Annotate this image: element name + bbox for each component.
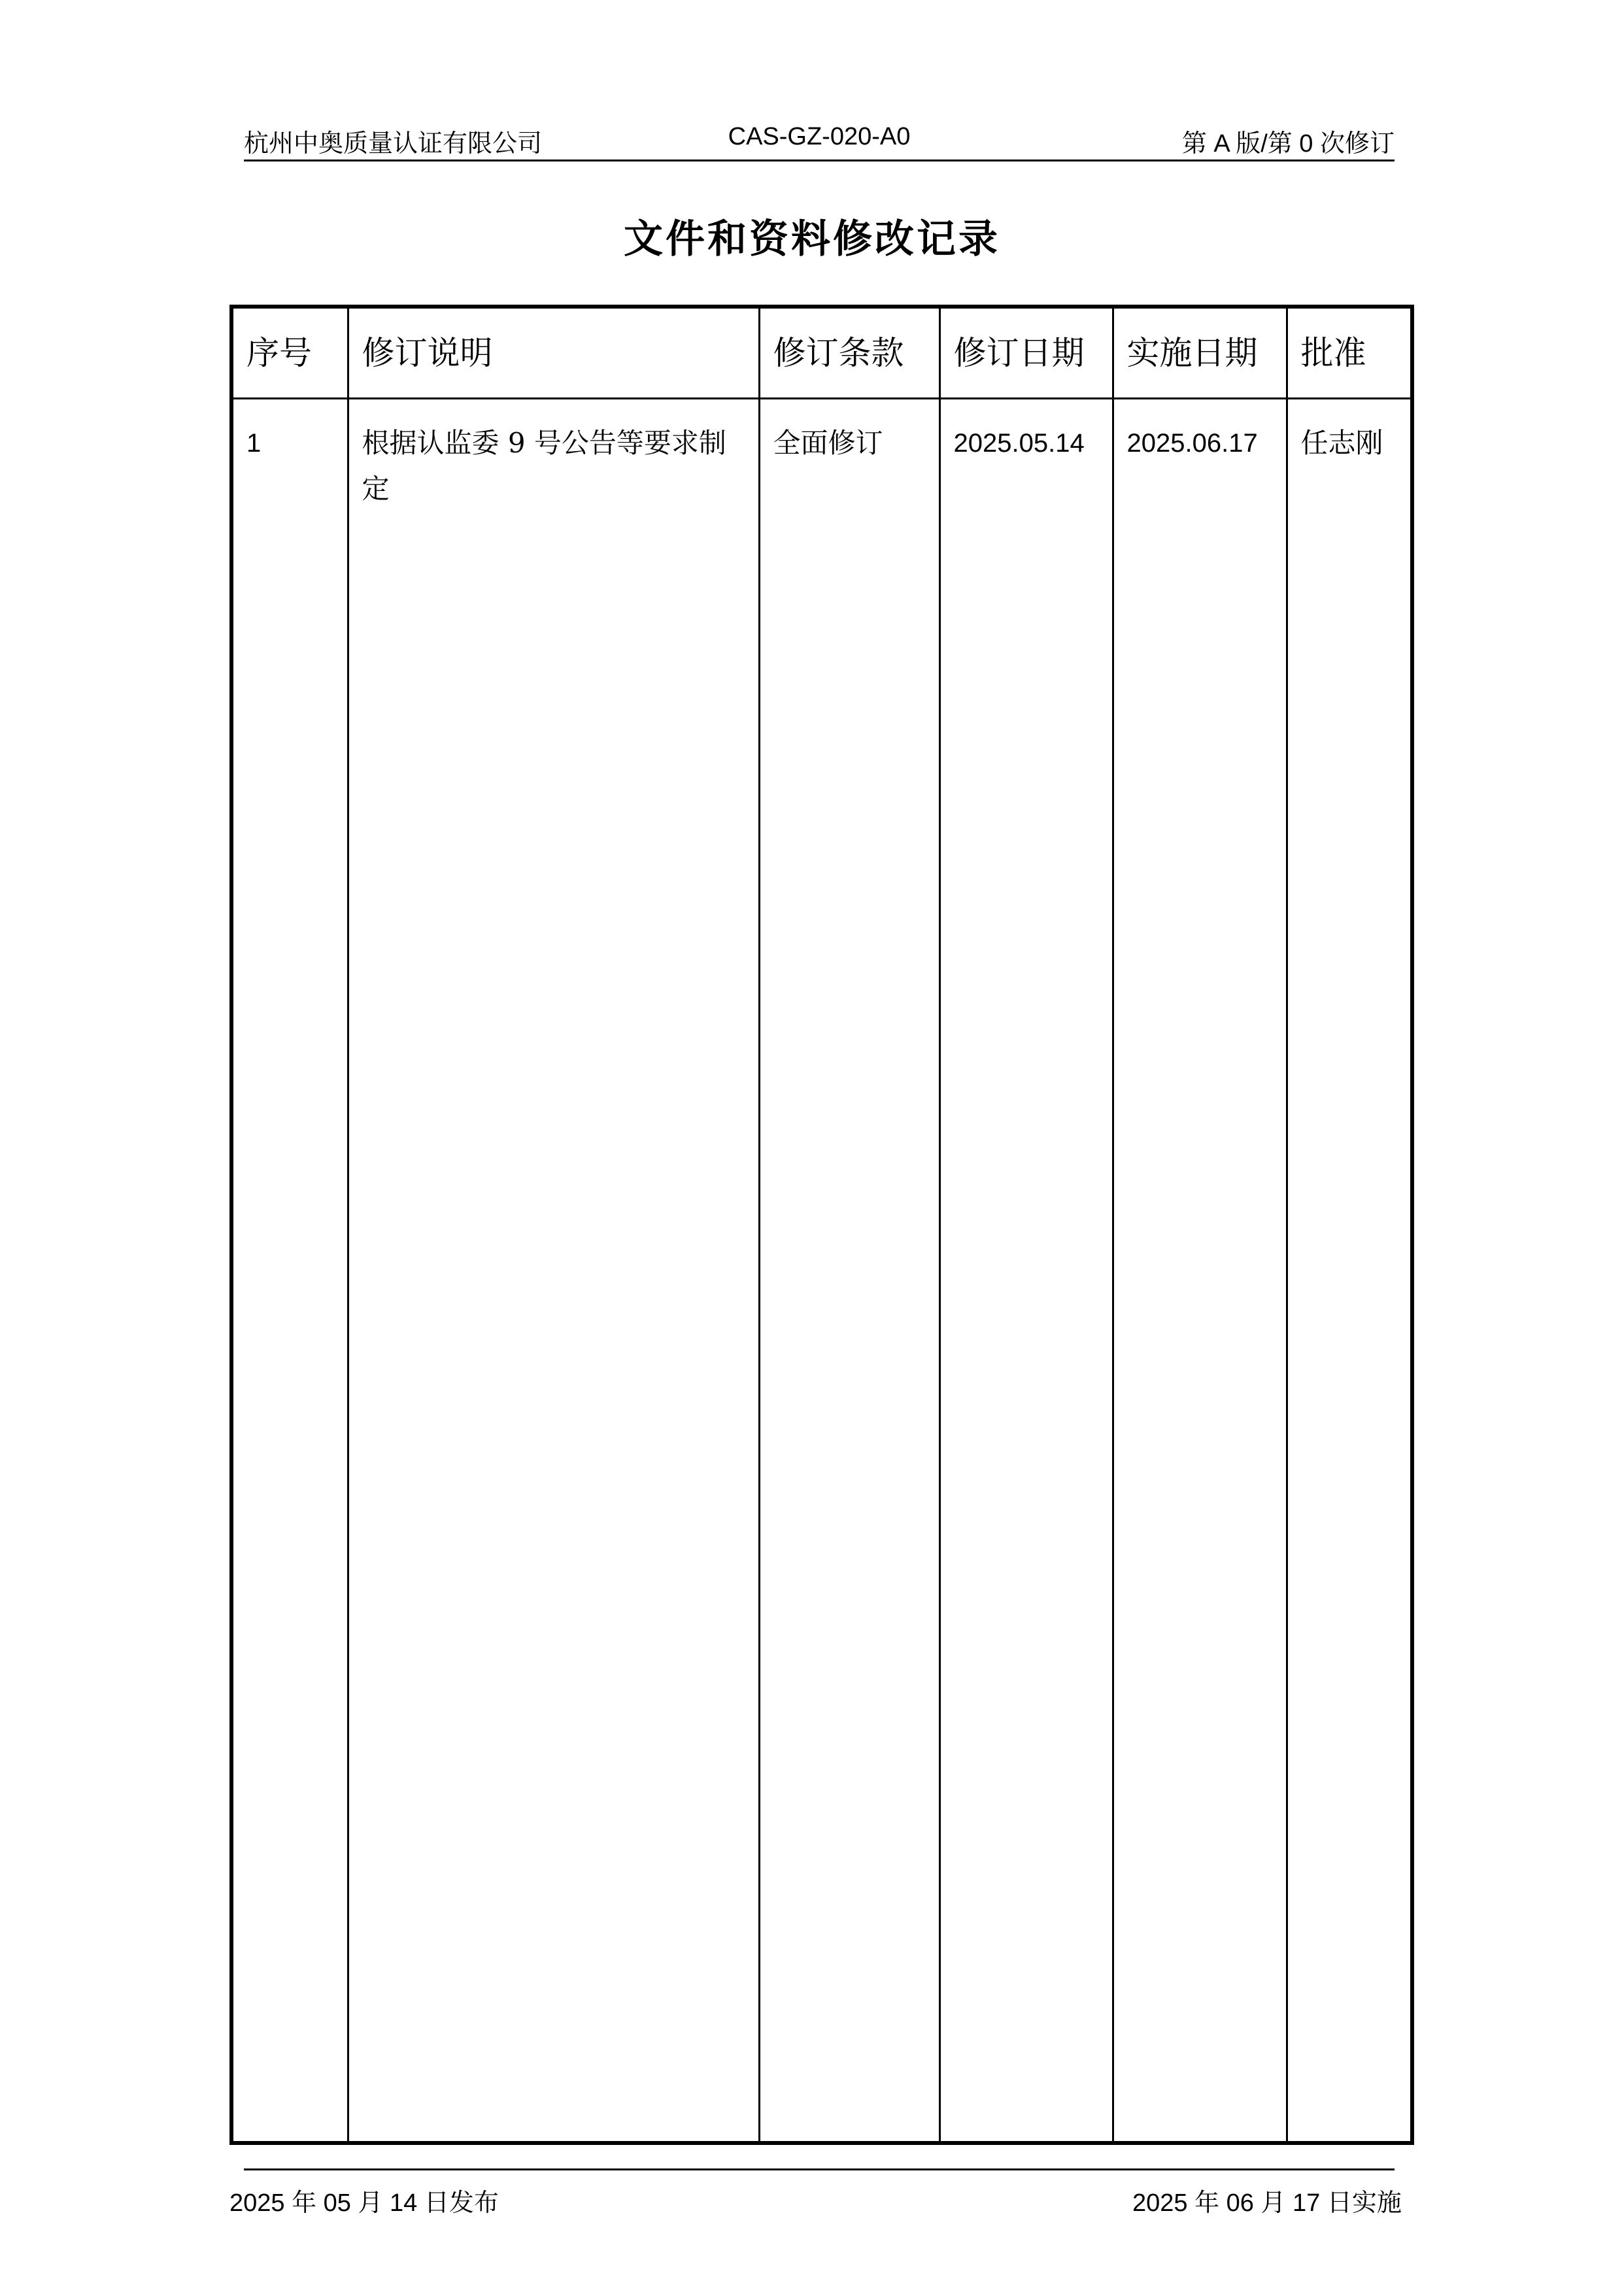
column-header-effective-date: 实施日期 xyxy=(1113,307,1287,398)
footer-issue-date: 2025 年 05 月 14 日发布 xyxy=(229,2189,499,2217)
footer-divider xyxy=(244,2168,1395,2170)
table-row xyxy=(231,398,1412,2143)
cell-effective-date: 2025.06.17 xyxy=(1113,398,1287,2143)
page-header xyxy=(244,116,1395,161)
footer-effective-date: 2025 年 06 月 17 日实施 xyxy=(1132,2189,1402,2217)
column-header-approver: 批准 xyxy=(1287,307,1412,398)
cell-clause: 全面修订 xyxy=(759,398,939,2143)
table-header-row xyxy=(231,307,1412,398)
column-header-description: 修订说明 xyxy=(348,307,759,398)
document-title: 文件和资料修改记录 xyxy=(624,216,1000,262)
cell-description: 根据认监委 9 号公告等要求制定 xyxy=(348,398,759,2143)
cell-revision-date: 2025.05.14 xyxy=(939,398,1113,2143)
cell-approver: 任志刚 xyxy=(1287,398,1412,2143)
header-document-code: CAS-GZ-020-A0 xyxy=(728,123,911,150)
header-version: 第 A 版/第 0 次修订 xyxy=(1181,130,1395,158)
column-header-clause: 修订条款 xyxy=(759,307,939,398)
cell-no: 1 xyxy=(231,398,348,2143)
column-header-no: 序号 xyxy=(231,307,348,398)
header-company-name: 杭州中奥质量认证有限公司 xyxy=(244,130,543,158)
revision-record-table xyxy=(229,305,1414,2145)
column-header-revision-date: 修订日期 xyxy=(939,307,1113,398)
